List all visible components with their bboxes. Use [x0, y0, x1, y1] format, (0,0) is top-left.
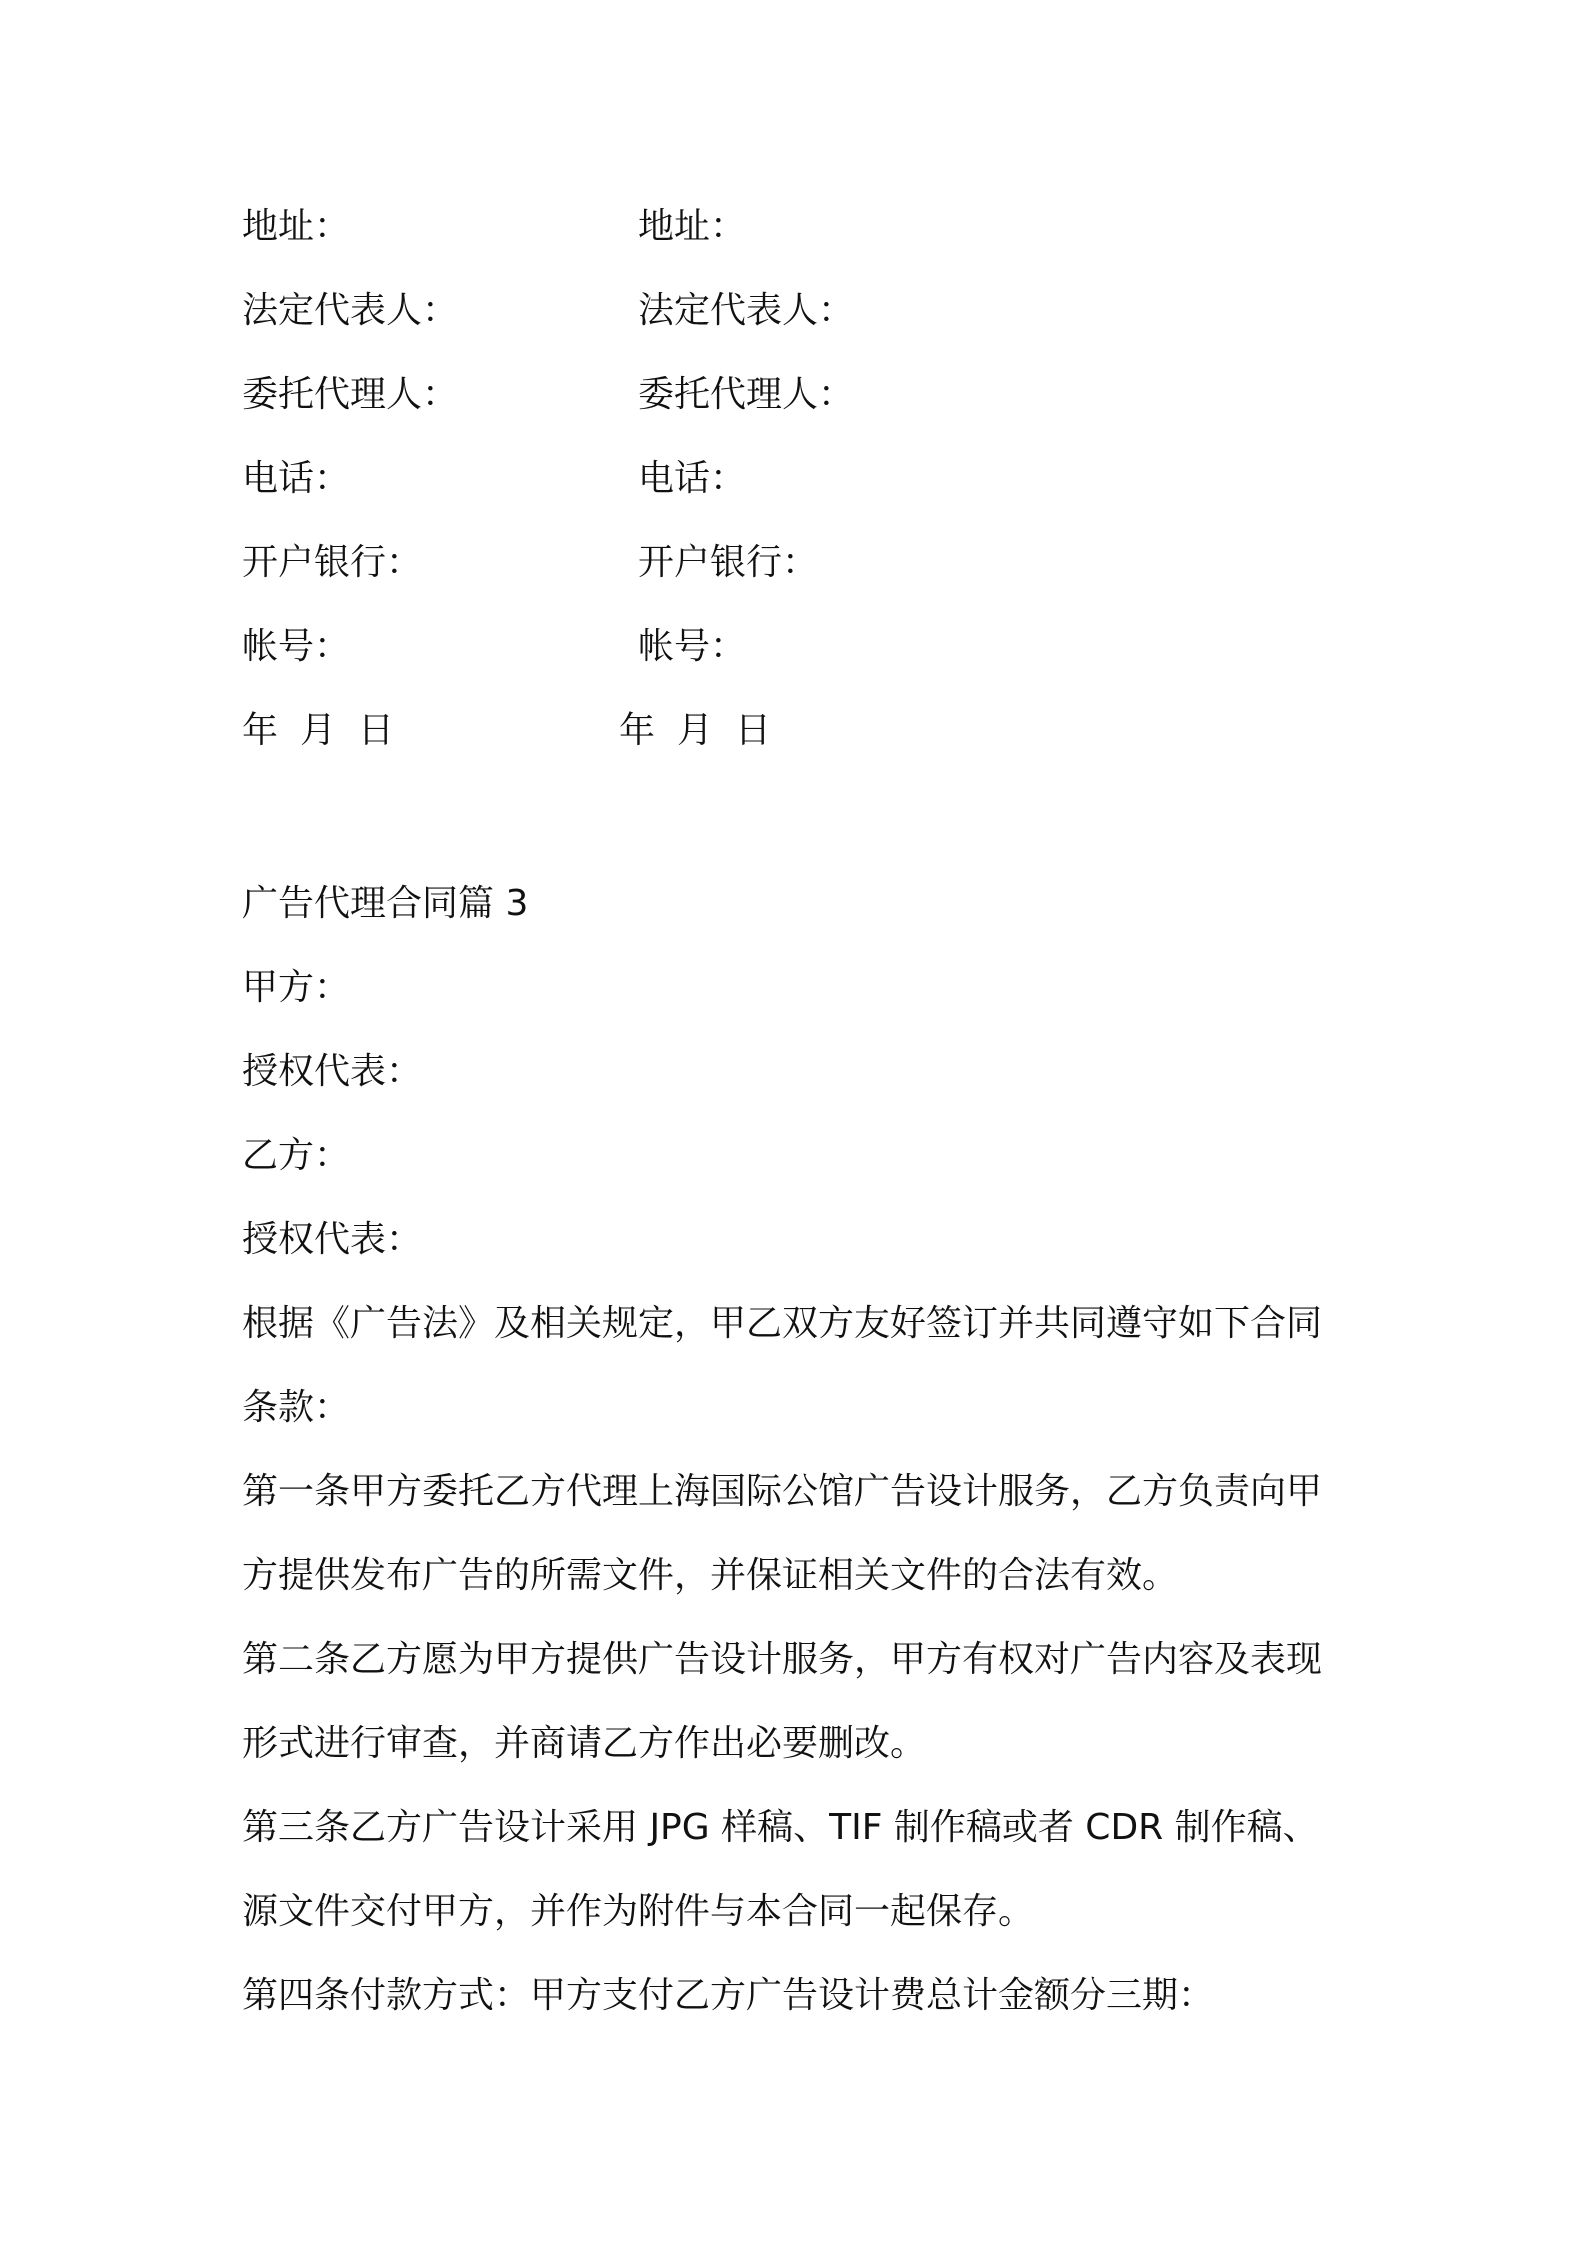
party-b-representative-label: 授权代表：: [242, 1219, 423, 1260]
preamble-line: 根据《广告法》及相关规定，甲乙双方友好签订并共同遵守如下合同: [242, 1303, 1323, 1344]
article-3-line: 源文件交付甲方，并作为附件与本合同一起保存。: [242, 1891, 1035, 1932]
party-b-phone-label: 电话：: [638, 458, 747, 499]
party-a-account-label: 帐号：: [242, 626, 351, 667]
legal-rep-row: [242, 281, 1342, 341]
article-3-line: 第三条乙方广告设计采用 JPG 样稿、TIF 制作稿或者 CDR 制作稿、: [242, 1807, 1319, 1848]
article-2-line: 第二条乙方愿为甲方提供广告设计服务，甲方有权对广告内容及表现: [242, 1639, 1323, 1680]
party-b-legal-rep-label: 法定代表人：: [638, 290, 855, 331]
party-b-bank-label: 开户银行：: [638, 542, 819, 583]
agent-row: [242, 365, 1342, 425]
party-a-phone-label: 电话：: [242, 458, 351, 499]
party-a-agent-label: 委托代理人：: [242, 374, 459, 415]
article-4-line: 第四条付款方式：甲方支付乙方广告设计费总计金额分三期：: [242, 1975, 1215, 2016]
article-1-line: 第一条甲方委托乙方代理上海国际公馆广告设计服务，乙方负责向甲: [242, 1471, 1323, 1512]
party-b-account-label: 帐号：: [638, 626, 747, 667]
phone-row: [242, 449, 1342, 509]
party-a-bank-label: 开户银行：: [242, 542, 423, 583]
date-row: [242, 701, 1342, 761]
party-b-agent-label: 委托代理人：: [638, 374, 855, 415]
party-b-label: 乙方：: [242, 1135, 351, 1176]
year-label: 年: [242, 710, 279, 751]
party-a-legal-rep-label: 法定代表人：: [242, 290, 459, 331]
party-b-address-label: 地址：: [638, 206, 747, 247]
party-a-address-label: 地址：: [242, 206, 351, 247]
article-2-line: 形式进行审查，并商请乙方作出必要删改。: [242, 1723, 927, 1764]
day-label: 日: [735, 710, 772, 751]
month-label: 月: [677, 710, 714, 751]
contract-title: 广告代理合同篇 3: [242, 883, 529, 924]
address-row: [242, 197, 1342, 257]
month-label: 月: [300, 710, 337, 751]
article-1-line: 方提供发布广告的所需文件，并保证相关文件的合法有效。: [242, 1555, 1179, 1596]
preamble-line: 条款：: [242, 1387, 351, 1428]
year-label: 年: [619, 710, 656, 751]
account-row: [242, 617, 1342, 677]
contract-body: [242, 862, 1362, 2038]
party-a-representative-label: 授权代表：: [242, 1051, 423, 1092]
bank-row: [242, 533, 1342, 593]
party-a-label: 甲方：: [242, 967, 351, 1008]
party-b-date: [619, 701, 771, 761]
day-label: 日: [358, 710, 395, 751]
party-a-date: [242, 701, 394, 761]
